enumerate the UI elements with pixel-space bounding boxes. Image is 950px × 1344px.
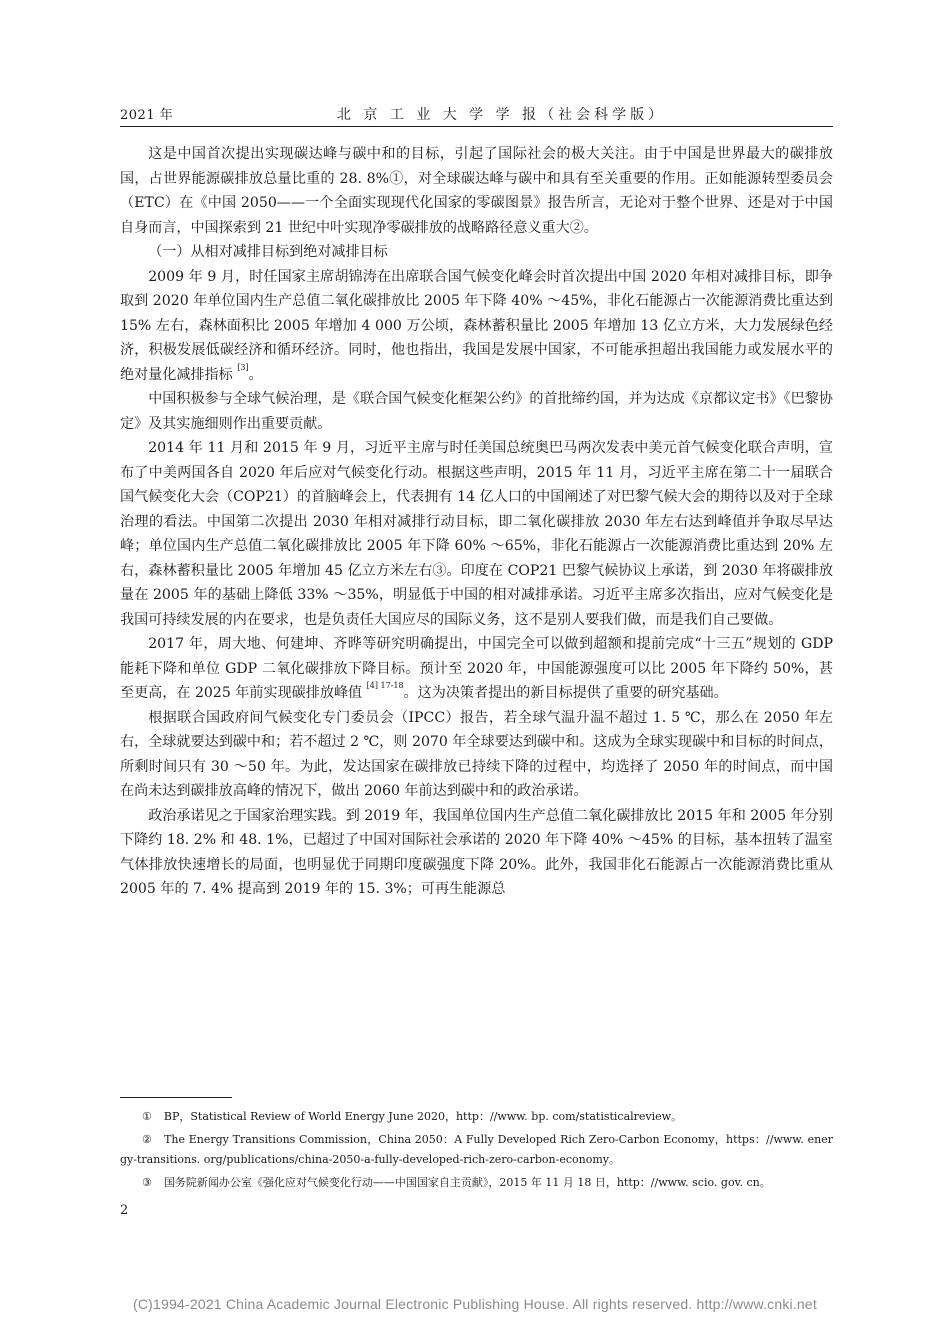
footnote-mark: ③ — [142, 1176, 152, 1189]
paragraph-5 — [120, 632, 833, 706]
footnote-mark: ① — [142, 1110, 152, 1123]
paragraph-2-end: 。 — [248, 366, 263, 383]
paragraph-4: 2014 年 11 月和 2015 年 9 月，习近平主席与时任美国总统奥巴马两次发表中美元首气候变化联合声明，宣布了中美两国各自 2020 年后应对气候变化行动。根据这些声明，2015 年 11 月，习近平主席在第二十一届联合国气候变化大会（COP21）的首脑峰会上，代表拥有 14 亿人口的中国阐述了对巴黎气候大会的期待以及对于全球治理的看法。中国第二次提出 2030 年相对减排行动目标，即二氧化碳排放 2030 年左右达到峰值并争取尽早达峰；单位国内生产总值二氧化碳排放比 2005 年下降 60% ～65%，非化石能源占一次能源消费比重达到 20% 左右，森林蓄积量比 2005 年增加 45 亿立方米左右③。印度在 COP21 巴黎气候协议上承诺，到 2030 年将碳排放量在 2005 年的基础上降低 33% ～35%，明显低于中国的相对减排承诺。习近平主席多次指出，应对气候变化是我国可持续发展的内在要求，也是负责任大国应尽的国际义务，这不是别人要我们做，而是我们自己要做。 — [120, 440, 833, 628]
paragraph-2 — [120, 265, 833, 388]
citation-4: [4] 17-18 — [366, 681, 404, 690]
copyright-notice: (C)1994-2021 China Academic Journal Electronic Publishing House. All rights reserved. http://www.cnki.net — [133, 1296, 817, 1312]
section-heading: （一）从相对减排目标到绝对减排目标 — [148, 244, 388, 260]
footnote-mark: ② — [142, 1133, 153, 1146]
header-rule — [120, 126, 833, 127]
paragraph-2-text: 2009 年 9 月，时任国家主席胡锦涛在出席联合国气候变化峰会时首次提出中国 2020 年相对减排目标，即争取到 2020 年单位国内生产总值二氧化碳排放比 2005 年下降 40% ～45%，非化石能源占一次能源消费比重达到 15% 左右，森林面积比 2005 年增加 4 000 万公顷，森林蓄积量比 2005 年增加 13 亿立方米，大力发展绿色经济，积极发展低碳经济和循环经济。同时，他也指出，我国是发展中国家，不可能承担超出我国能力或发展水平的绝对量化减排指标 — [120, 268, 833, 383]
footnote — [120, 1173, 833, 1193]
paragraph-7: 政治承诺见之于国家治理实践。到 2019 年，我国单位国内生产总值二氧化碳排放比 2015 年和 2005 年分别下降约 18. 2% 和 48. 1%，已超过了中国对国际社会承诺的 2020 年下降 40% ～45% 的目标，基本扭转了温室气体排放快速增长的局面，也明显优于同期印度碳强度下降 20%。此外，我国非化石能源占一次能源消费比重从 2005 年的 7. 4% 提高到 2019 年的 15. 3%；可再生能源总 — [120, 807, 833, 897]
footnote — [120, 1130, 833, 1170]
footnotes — [120, 1107, 833, 1196]
footnote-text: 国务院新闻办公室《强化应对气候变化行动——中国国家自主贡献》，2015 年 11 月 18 日，http：//www. scio. gov. cn。 — [163, 1176, 771, 1189]
paragraph-5-text: 2017 年，周大地、何建坤、齐晔等研究明确提出，中国完全可以做到超额和提前完成“十三五”规划的 GDP 能耗下降和单位 GDP 二氧化碳排放下降目标。预计至 2020 年，中国能源强度可以比 2005 年下降约 50%，甚至更高，在 2025 年前实现碳排放峰值 — [120, 636, 833, 701]
paragraph-3: 中国积极参与全球气候治理，是《联合国气候变化框架公约》的首批缔约国，并为达成《京都议定书》《巴黎协定》及其实施细则作出重要贡献。 — [120, 391, 833, 432]
header-journal-title: 北 京 工 业 大 学 学 报（社会科学版） — [336, 107, 667, 123]
paragraph-5-end: 。这为决策者提出的新目标提供了重要的研究基础。 — [403, 685, 728, 701]
header-year: 2021 年 — [120, 108, 174, 123]
footnote-rule — [120, 1097, 232, 1098]
citation-3: [3] — [237, 362, 249, 372]
running-header — [120, 104, 833, 126]
footnote-text: BP，Statistical Review of World Energy June 2020，http：//www. bp. com/statisticalreview。 — [163, 1110, 683, 1123]
page-number: 2 — [120, 1203, 129, 1218]
footnote-text: The Energy Transitions Commission，China 2050：A Fully Developed Rich Zero-Carbon Economy，https：//www. energy-transitions. org/publications/china-2050-a-fully-developed-rich-zero-carbon-economy。 — [120, 1133, 833, 1166]
paragraph-1: 这是中国首次提出实现碳达峰与碳中和的目标，引起了国际社会的极大关注。由于中国是世界最大的碳排放国，占世界能源碳排放总量比重的 28. 8%①，对全球碳达峰与碳中和具有至关重要的作用。正如能源转型委员会（ETC）在《中国 2050——一个全面实现现代化国家的零碳图景》报告所言，无论对于整个世界、还是对于中国自身而言，中国探索到 21 世纪中叶实现净零碳排放的战略路径意义重大②。 — [120, 146, 833, 236]
footnote — [120, 1107, 833, 1127]
paragraph-6: 根据联合国政府间气候变化专门委员会（IPCC）报告，若全球气温升温不超过 1. 5 ℃，那么在 2050 年左右，全球就要达到碳中和；若不超过 2 ℃，则 2070 年全球要达到碳中和。这成为全球实现碳中和目标的时间点，所剩时间只有 30 ～50 年。为此，发达国家在碳排放已持续下降的过程中，均选择了 2050 年的时间点，而中国在尚未达到碳排放高峰的情况下，做出 2060 年前达到碳中和的政治承诺。 — [120, 709, 833, 799]
article-body — [120, 142, 833, 902]
